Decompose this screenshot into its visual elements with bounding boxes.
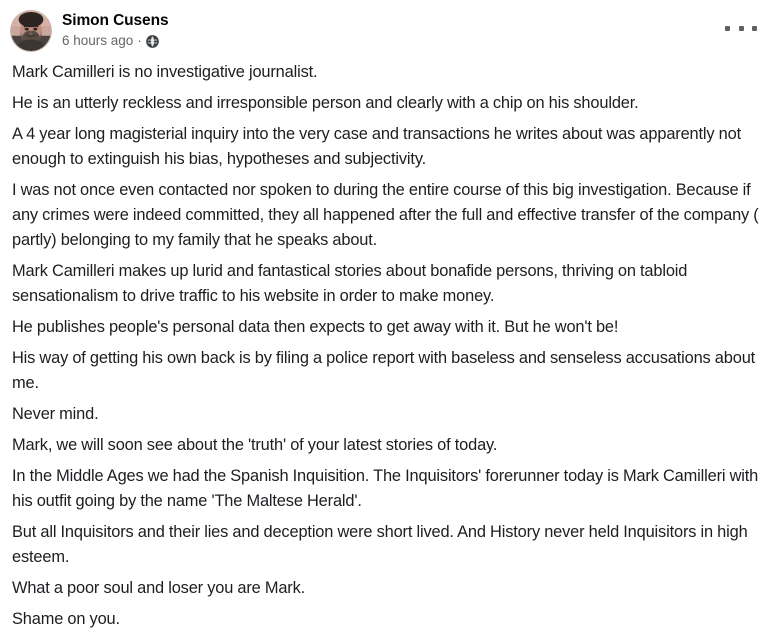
post-header: [0, 0, 767, 52]
post-paragraph: Shame on you.: [12, 610, 120, 628]
post-paragraph: Mark, we will soon see about the 'truth' of your latest stories of today.: [12, 436, 498, 454]
more-options-icon[interactable]: [725, 18, 757, 38]
post-paragraph: His way of getting his own back is by filing a police report with baseless and senseless accusations about me.: [12, 349, 756, 392]
post-paragraph: But all Inquisitors and their lies and deception were short lived. And History never held Inquisitors in high esteem.: [12, 523, 748, 566]
post-paragraph: I was not once even contacted nor spoken to during the entire course of this big investigation. Because if any crimes were indeed committed, they all happened after the full and effective transfer of the company ( partly) belonging to my family that he speaks about.: [12, 181, 759, 249]
post-body: [0, 52, 767, 632]
post-paragraph: Mark Camilleri is no investigative journalist.: [12, 63, 318, 81]
menu-dot: [725, 26, 730, 31]
post-timestamp[interactable]: 6 hours ago: [62, 33, 134, 48]
menu-dot: [739, 26, 744, 31]
post-paragraph: In the Middle Ages we had the Spanish Inquisition. The Inquisitors' forerunner today is Mark Camilleri with his outfit going by the name 'The Maltese Herald'.: [12, 467, 759, 510]
post-paragraph: Mark Camilleri makes up lurid and fantastical stories about bonafide persons, thriving on tabloid sensationalism to drive traffic to his website in order to make money.: [12, 262, 688, 305]
post-paragraph: Never mind.: [12, 405, 99, 423]
avatar-photo: [11, 11, 51, 51]
globe-icon[interactable]: [146, 35, 159, 48]
avatar[interactable]: [10, 10, 52, 52]
post-header-text: [62, 10, 168, 49]
post-paragraph: He publishes people's personal data then expects to get away with it. But he won't be!: [12, 318, 619, 336]
post-paragraph: He is an utterly reckless and irresponsible person and clearly with a chip on his shoulder.: [12, 94, 639, 112]
post-paragraph: A 4 year long magisterial inquiry into the very case and transactions he writes about was apparently not enough to extinguish his bias, hypotheses and subjectivity.: [12, 125, 742, 168]
meta-separator: ·: [137, 33, 142, 48]
post-meta: [62, 32, 168, 49]
post-paragraph: What a poor soul and loser you are Mark.: [12, 579, 306, 597]
menu-dot: [752, 26, 757, 31]
author-name[interactable]: Simon Cusens: [62, 12, 169, 29]
